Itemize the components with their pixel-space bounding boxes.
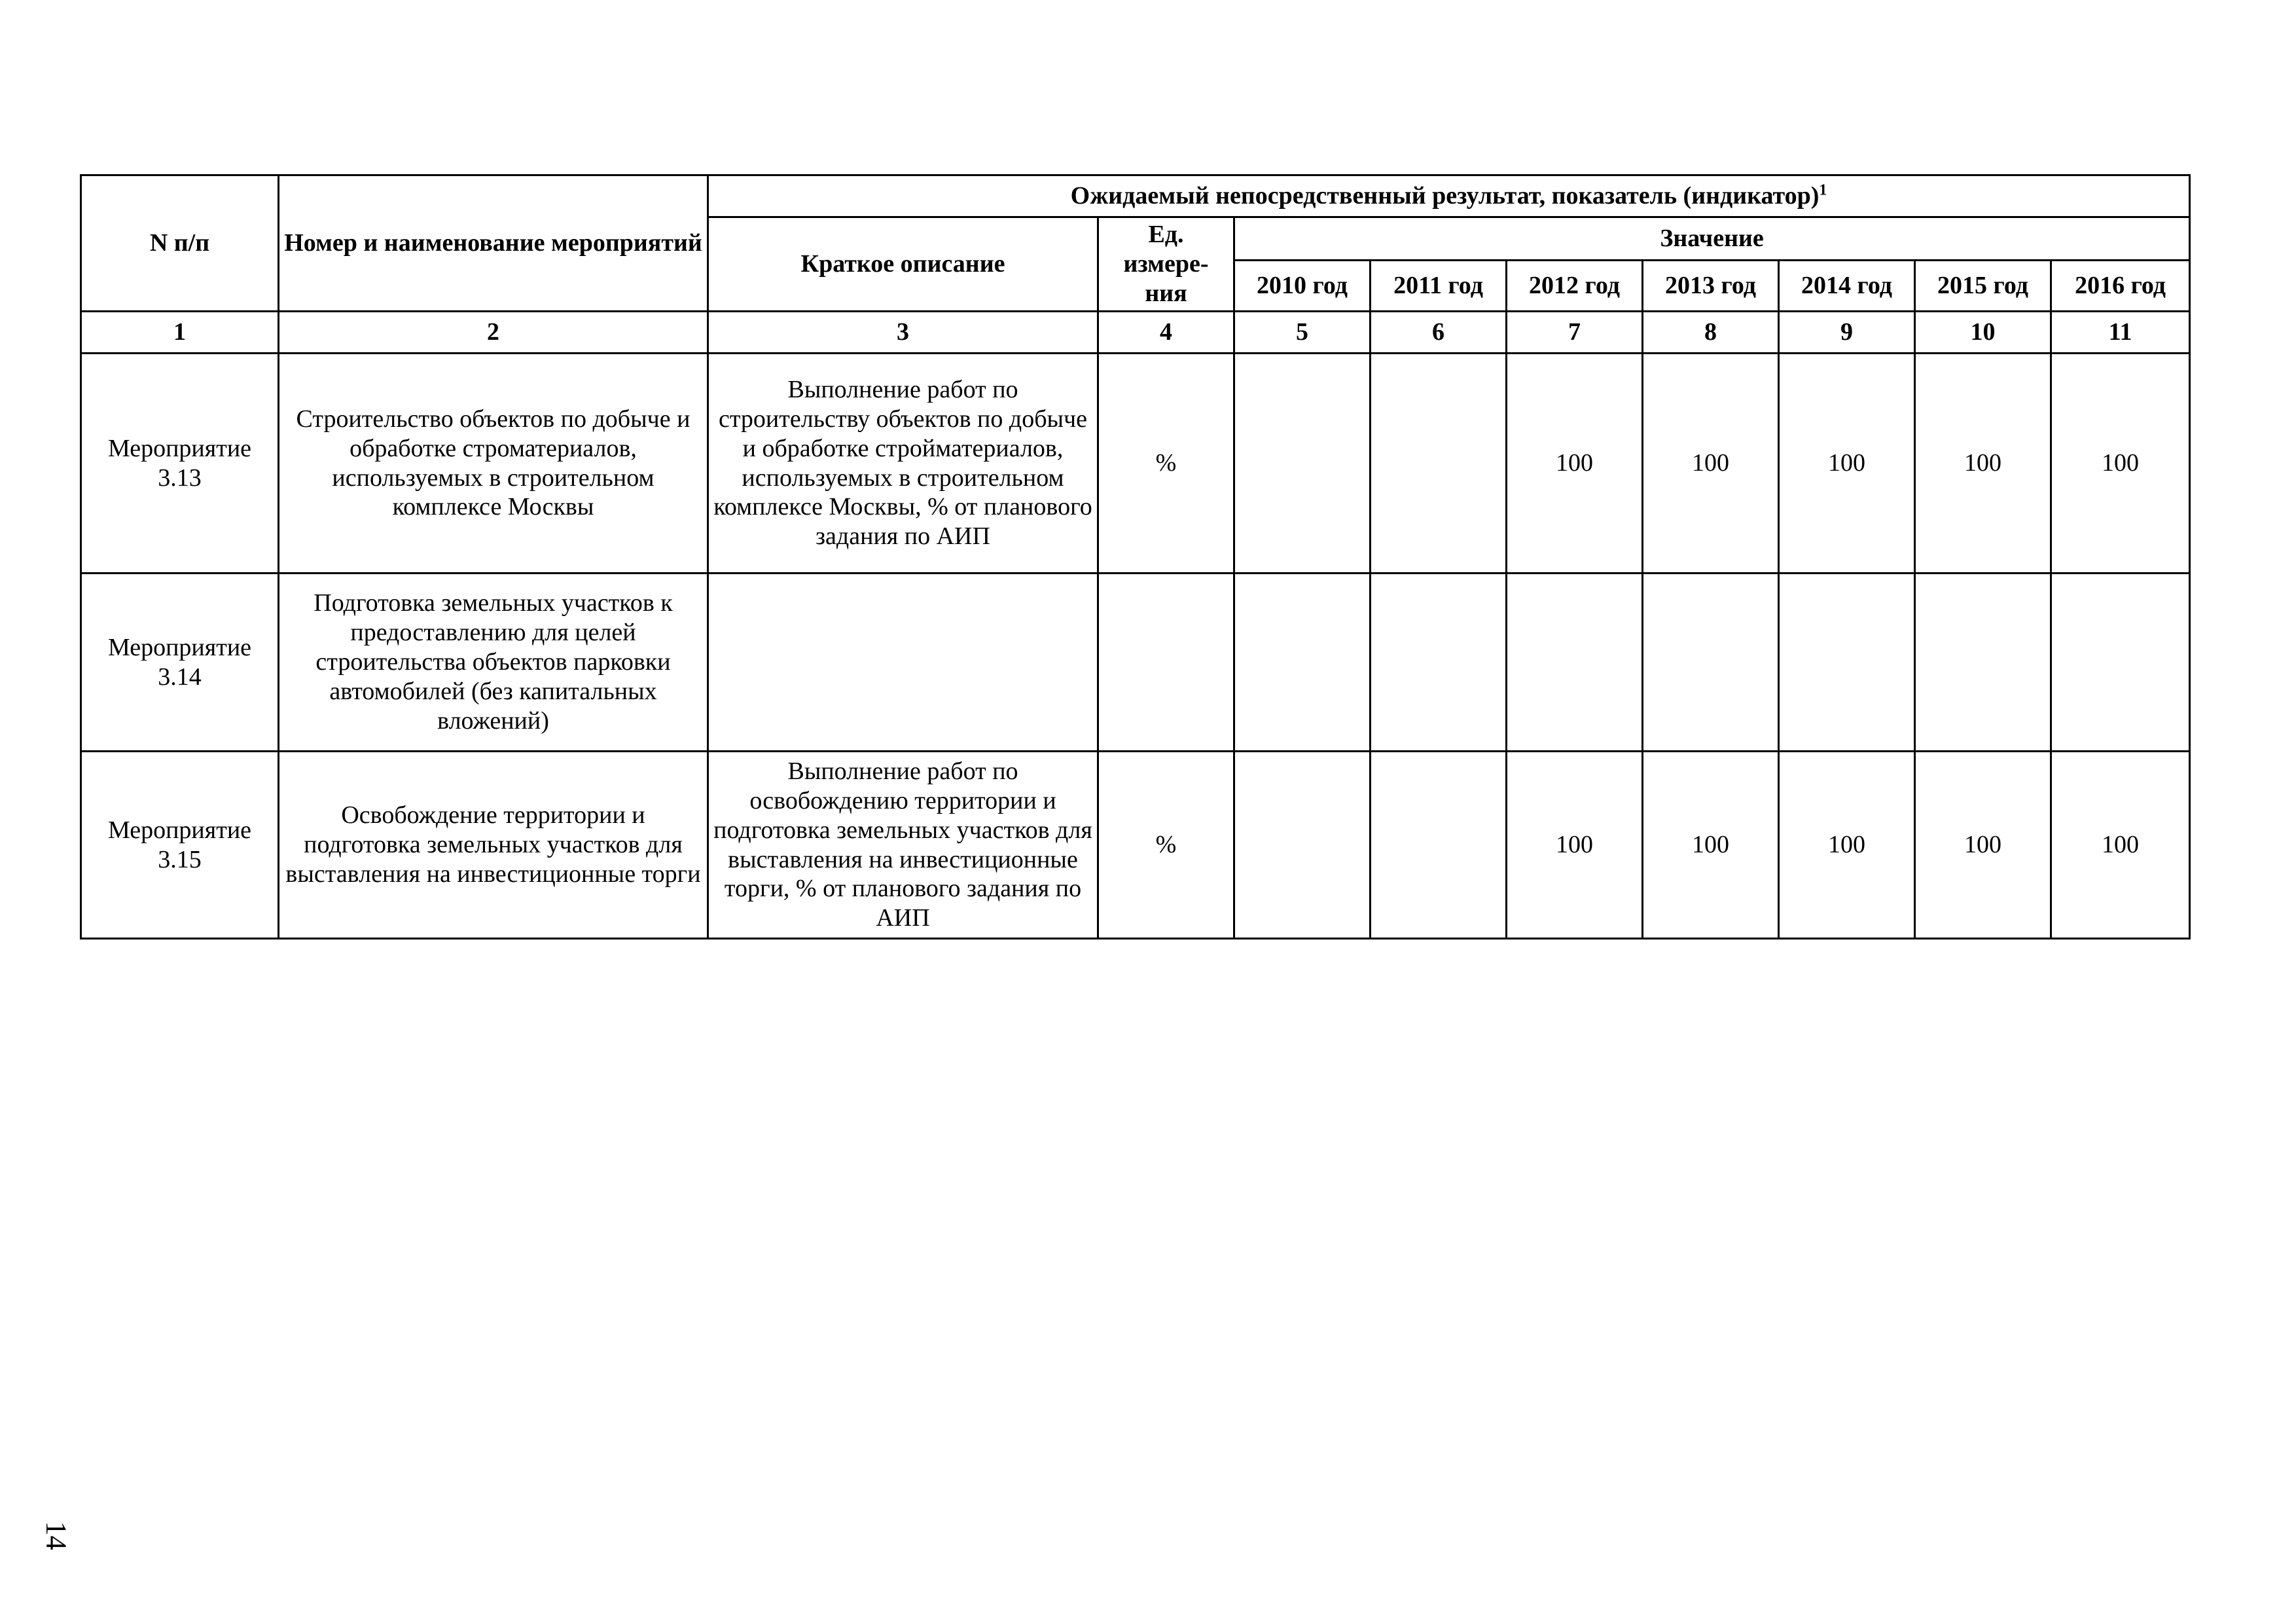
table-row (81, 354, 2190, 574)
header-unit: Ед. измере-ния (1098, 217, 1234, 312)
header-expected-result (708, 175, 2190, 217)
value-cell: 100 (2051, 354, 2190, 574)
value-cell (2051, 574, 2190, 752)
results-table (80, 174, 2191, 939)
column-number: 10 (1915, 312, 2051, 354)
table-row (81, 752, 2190, 939)
value-cell (1234, 354, 1371, 574)
value-cell: 100 (1643, 752, 1779, 939)
column-number: 8 (1643, 312, 1779, 354)
page-number: 14 (40, 1521, 73, 1550)
column-number: 4 (1098, 312, 1234, 354)
value-cell (1371, 574, 1507, 752)
description-cell: Выполнение работ по строительству объектов по добыче и обработке стройматериалов, используемых в строительном комплексе Москвы, % от планового задания по АИП (708, 354, 1098, 574)
value-cell (1371, 354, 1507, 574)
value-cell (1643, 574, 1779, 752)
header-name: Номер и наименование мероприятий (279, 175, 708, 312)
column-number: 2 (279, 312, 708, 354)
unit-cell (1098, 574, 1234, 752)
header-value: Значение (1234, 217, 2190, 261)
header-year: 2012 год (1507, 261, 1643, 312)
header-description: Краткое описание (708, 217, 1098, 312)
value-cell: 100 (1507, 752, 1643, 939)
description-cell (708, 574, 1098, 752)
value-cell (1371, 752, 1507, 939)
value-cell (1234, 574, 1371, 752)
value-cell: 100 (2051, 752, 2190, 939)
header-year: 2014 год (1779, 261, 1915, 312)
header-year: 2010 год (1234, 261, 1371, 312)
header-year: 2011 год (1371, 261, 1507, 312)
value-cell (1234, 752, 1371, 939)
unit-cell: % (1098, 354, 1234, 574)
unit-cell: % (1098, 752, 1234, 939)
measure-name-cell: Подготовка земельных участков к предоставлению для целей строительства объектов парковки автомобилей (без капитальных вложений) (279, 574, 708, 752)
header-year: 2016 год (2051, 261, 2190, 312)
value-cell: 100 (1915, 354, 2051, 574)
header-year: 2013 год (1643, 261, 1779, 312)
value-cell (1779, 574, 1915, 752)
column-number: 9 (1779, 312, 1915, 354)
measure-id-cell: Мероприятие 3.15 (81, 752, 279, 939)
description-cell: Выполнение работ по освобождению территории и подготовка земельных участков для выставления на инвестиционные торги, % от планового задания по АИП (708, 752, 1098, 939)
measure-id-cell: Мероприятие 3.13 (81, 354, 279, 574)
column-number: 11 (2051, 312, 2190, 354)
measure-name-cell: Строительство объектов по добыче и обработке строматериалов, используемых в строительном комплексе Москвы (279, 354, 708, 574)
value-cell: 100 (1507, 354, 1643, 574)
header-year: 2015 год (1915, 261, 2051, 312)
measure-id-cell: Мероприятие 3.14 (81, 574, 279, 752)
value-cell: 100 (1643, 354, 1779, 574)
value-cell: 100 (1915, 752, 2051, 939)
value-cell: 100 (1779, 354, 1915, 574)
column-number: 6 (1371, 312, 1507, 354)
measure-name-cell: Освобождение территории и подготовка земельных участков для выставления на инвестиционные торги (279, 752, 708, 939)
column-number: 1 (81, 312, 279, 354)
column-number: 3 (708, 312, 1098, 354)
value-cell: 100 (1779, 752, 1915, 939)
column-number: 5 (1234, 312, 1371, 354)
value-cell (1915, 574, 2051, 752)
footnote-marker: 1 (1819, 181, 1827, 199)
column-number: 7 (1507, 312, 1643, 354)
header-num: N п/п (81, 175, 279, 312)
header-expected-result-text: Ожидаемый непосредственный результат, показатель (индикатор) (1070, 182, 1820, 210)
table-row (81, 574, 2190, 752)
value-cell (1507, 574, 1643, 752)
